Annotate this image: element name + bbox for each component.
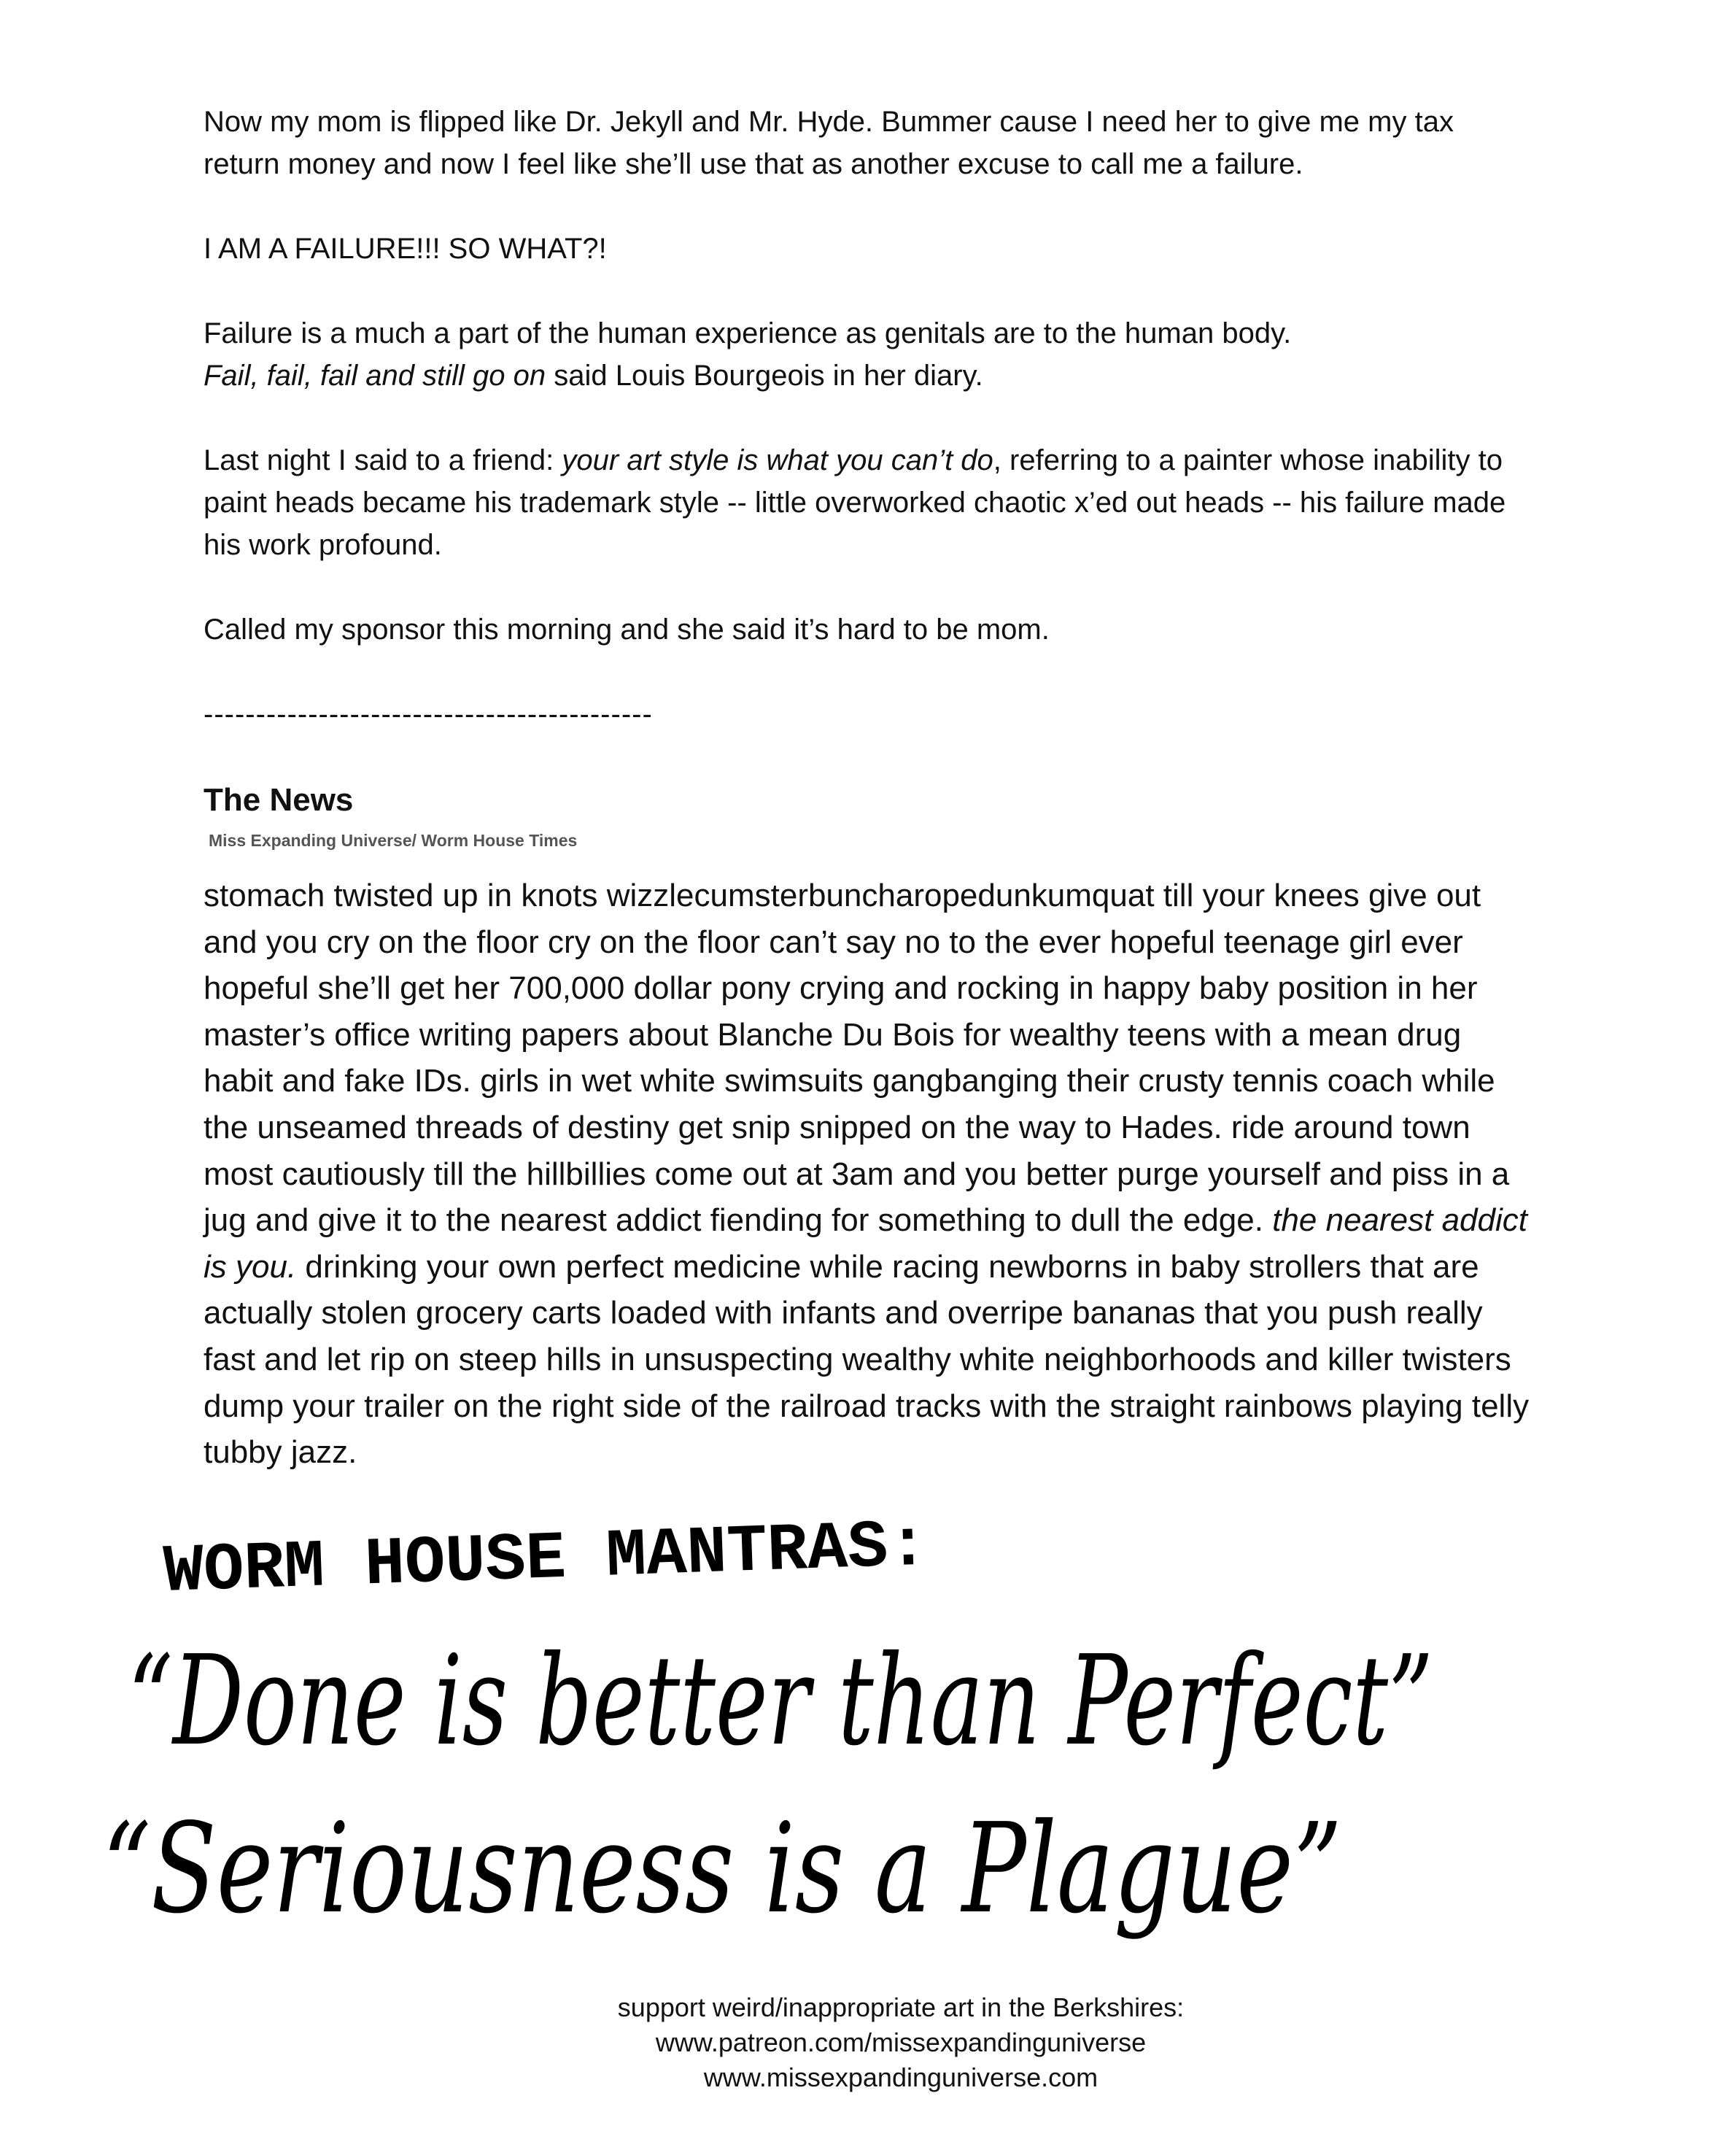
footer-support-line: support weird/inappropriate art in the Berkshires: xyxy=(617,1992,1185,2022)
intro-paragraph-mom: Now my mom is flipped like Dr. Jekyll and Mr. Hyde. Bummer cause I need her to give me my tax return money and now I feel like she’ll use that as another excuse to call me a failure. xyxy=(204,106,1454,180)
bourgeois-attribution: said Louis Bourgeois in her diary. xyxy=(546,360,983,392)
news-body-italic: the nearest addict is you. xyxy=(204,1202,1527,1285)
intro-section xyxy=(204,101,1531,651)
news-body xyxy=(204,873,1531,1476)
section-divider: ------------------------------------------- xyxy=(204,698,653,730)
bourgeois-quote: Fail, fail, fail and still go on xyxy=(204,360,546,392)
art-style-rest: , referring to a painter whose inability to paint heads became his trademark style -- little overworked chaotic x’ed out heads -- his failure made his work profound. xyxy=(204,444,1506,561)
news-body-part-1: stomach twisted up in knots wizzlecumsterbuncharopedunkumquat till your knees give out and you cry on the floor cry on the floor can’t say no to the ever hopeful teenage girl ever hopeful she’ll get her 700,000 dollar pony crying and rocking in happy baby position in her master’s office writing papers about Blanche Du Bois for wealthy teens with a mean drug habit and fake IDs. girls in wet white swimsuits gangbanging their crusty tennis coach while the unseamed threads of destiny get snip snipped on the way to Hades. ride around town most cautiously till the hillbillies come out at 3am and you better purge yourself and piss in a jug and give it to the nearest addict fiending for something to dull the edge. xyxy=(204,878,1510,1239)
intro-paragraph-sponsor: Called my sponsor this morning and she said it’s hard to be mom. xyxy=(204,614,1050,646)
mantras-heading: WORM HOUSE MANTRAS: xyxy=(162,1507,930,1611)
news-title: The News xyxy=(204,782,354,818)
news-body-part-2: drinking your own perfect medicine while racing newborns in baby strollers that are actually stolen grocery carts loaded with infants and overripe bananas that you push really fast and let rip on steep hills in unsuspecting wealthy white neighborhoods and killer twisters dump your trailer on the right side of the railroad tracks with the straight rainbows playing telly tubby jazz. xyxy=(204,1248,1530,1471)
footer-website-link[interactable]: www.missexpandinguniverse.com xyxy=(703,2062,1098,2092)
footer xyxy=(33,1990,1736,2095)
intro-paragraph-failure-quote xyxy=(204,312,1531,397)
footer-patreon-link[interactable]: www.patreon.com/missexpandinguniverse xyxy=(655,2027,1147,2057)
news-byline: Miss Expanding Universe/ Worm House Times xyxy=(209,831,578,850)
art-style-quote: your art style is what you can’t do xyxy=(562,444,993,476)
intro-paragraph-failure-shout: I AM A FAILURE!!! SO WHAT?! xyxy=(204,233,607,265)
intro-paragraph-art-style xyxy=(204,439,1531,566)
art-style-lead: Last night I said to a friend: xyxy=(204,444,562,476)
handwritten-mantras xyxy=(0,1503,1736,1955)
mantra-line-seriousness: “Seriousness is a Plague” xyxy=(102,1797,1342,1941)
failure-genitals-line: Failure is a much a part of the human experience as genitals are to the human body. xyxy=(204,317,1292,349)
mantra-line-done: “Done is better than Perfect” xyxy=(128,1629,1433,1773)
